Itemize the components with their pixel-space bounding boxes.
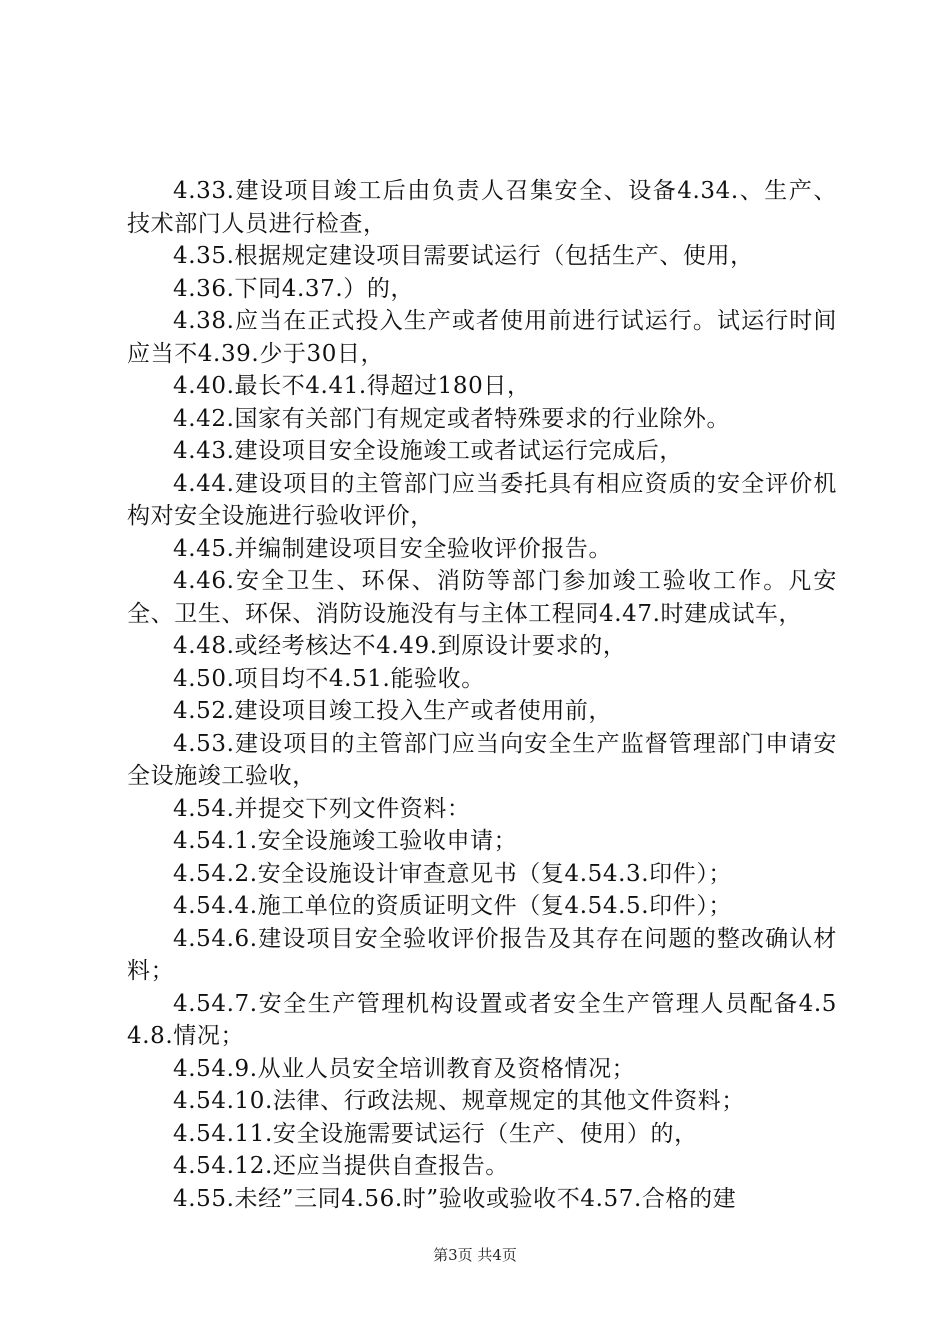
paragraph: 4.44.建设项目的主管部门应当委托具有相应资质的安全评价机构对安全设施进行验收评价，: [127, 470, 837, 529]
paragraph: 4.50.项目均不4.51.能验收。: [173, 665, 485, 692]
paragraph: 4.54.12.还应当提供自查报告。: [173, 1153, 509, 1179]
paragraph: 4.42.国家有关部门有规定或者特殊要求的行业除外。: [173, 405, 731, 432]
paragraph: 4.55.未经”三同4.56.时”验收或验收不4.57.合格的建: [173, 1185, 737, 1212]
paragraph: 4.54.4.施工单位的资质证明文件（复4.54.5.印件）；: [173, 893, 733, 919]
page-number-footer: 第3页 共4页: [433, 1246, 517, 1264]
paragraph: 4.54.9.从业人员安全培训教育及资格情况；: [173, 1055, 636, 1082]
paragraph: 4.54.并提交下列文件资料：: [173, 795, 471, 822]
paragraph: 4.54.6.建设项目安全验收评价报告及其存在问题的整改确认材料；: [127, 925, 837, 984]
paragraph: 4.53.建设项目的主管部门应当向安全生产监督管理部门申请安全设施竣工验收，: [127, 730, 837, 789]
paragraph: 4.45.并编制建设项目安全验收评价报告。: [173, 535, 613, 562]
paragraph: 4.38.应当在正式投入生产或者使用前进行试运行。试运行时间应当不4.39.少于30日，: [127, 308, 837, 367]
paragraph: 4.48.或经考核达不4.49.到原设计要求的，: [173, 633, 627, 659]
paragraph: 4.40.最长不4.41.得超过180日，: [173, 373, 531, 399]
paragraph: 4.43.建设项目安全设施竣工或者试运行完成后，: [173, 438, 683, 464]
document-body: [127, 175, 837, 1215]
paragraph: 4.35.根据规定建设项目需要试运行（包括生产、使用，: [173, 243, 754, 269]
paragraph: 4.54.11.安全设施需要试运行（生产、使用）的，: [173, 1120, 698, 1147]
paragraph: 4.46.安全卫生、环保、消防等部门参加竣工验收工作。凡安全、卫生、环保、消防设施没有与主体工程同4.47.时建成试车，: [127, 568, 837, 627]
paragraph: 4.54.1.安全设施竣工验收申请；: [173, 828, 518, 854]
paragraph: 4.33.建设项目竣工后由负责人召集安全、设备4.34.、生产、技术部门人员进行检查，: [127, 178, 837, 237]
paragraph: 4.54.10.法律、行政法规、规章规定的其他文件资料；: [173, 1088, 745, 1114]
paragraph: 4.52.建设项目竣工投入生产或者使用前，: [173, 698, 613, 724]
paragraph: 4.54.7.安全生产管理机构设置或者安全生产管理人员配备4.54.8.情况；: [127, 990, 837, 1049]
paragraph: 4.54.2.安全设施设计审查意见书（复4.54.3.印件）；: [173, 860, 733, 887]
paragraph: 4.36.下同4.37.）的，: [173, 275, 415, 302]
